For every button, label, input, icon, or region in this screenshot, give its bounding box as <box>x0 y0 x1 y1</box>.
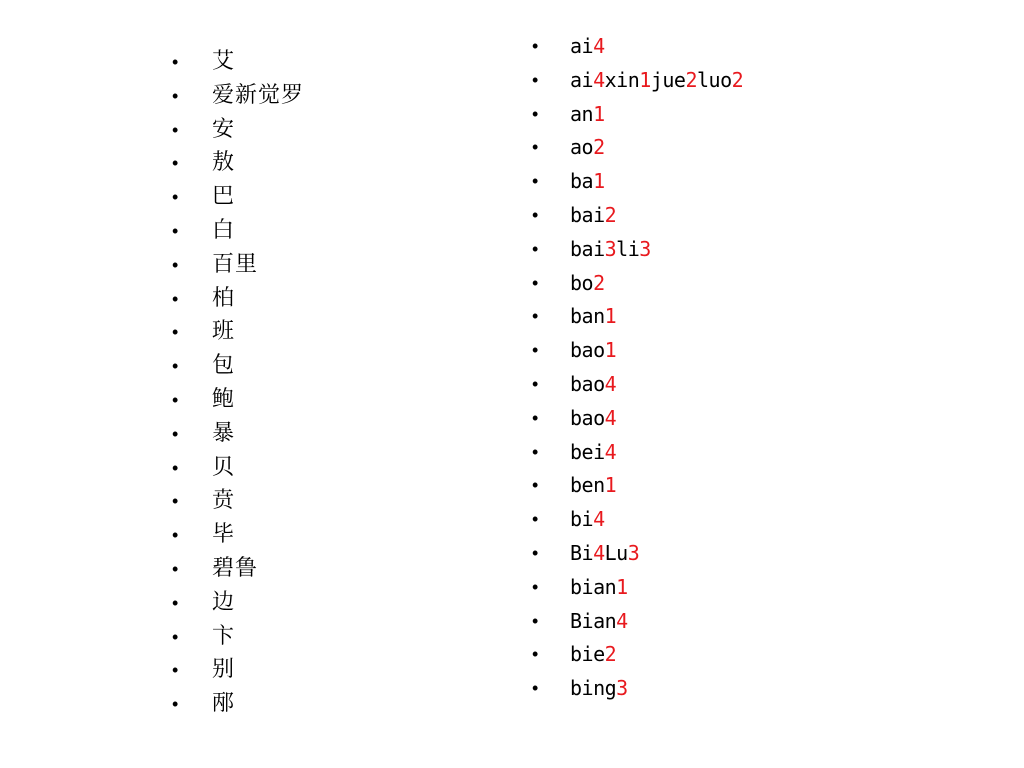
pinyin-syllable: ben <box>570 473 605 498</box>
bullet-icon: • <box>172 457 179 478</box>
pinyin-text <box>570 640 616 668</box>
pinyin-text <box>570 471 616 499</box>
pinyin-text <box>570 66 743 94</box>
tone-number: 2 <box>604 202 617 227</box>
pinyin-syllable: li <box>616 236 640 261</box>
surname-text: 碧鲁 <box>212 555 259 581</box>
pinyin-syllable: bai <box>570 202 605 227</box>
bullet-icon: • <box>172 52 179 72</box>
bullet-icon: • <box>532 238 539 259</box>
pinyin-text <box>570 674 628 702</box>
surname-text: 邴 <box>212 691 236 717</box>
tone-number: 4 <box>593 34 605 58</box>
bullet-icon: • <box>532 509 539 530</box>
bullet-icon: • <box>172 592 179 613</box>
bullet-icon: • <box>172 356 179 377</box>
pinyin-syllable: ao <box>570 135 594 160</box>
tone-number: 1 <box>604 304 617 329</box>
pinyin-syllable: bing <box>570 676 617 701</box>
pinyin-text <box>570 201 616 229</box>
pinyin-text <box>570 269 605 297</box>
pinyin-syllable: bai <box>570 236 605 261</box>
bullet-icon: • <box>172 626 179 647</box>
bullet-icon: • <box>172 119 179 140</box>
tone-number: 1 <box>593 101 605 126</box>
bullet-icon: • <box>172 389 179 410</box>
surname-text: 敖 <box>212 150 236 176</box>
tone-number: 4 <box>616 608 628 633</box>
surname-text: 鲍 <box>212 386 236 412</box>
pinyin-text <box>570 167 605 195</box>
tone-number: 4 <box>593 540 605 565</box>
bullet-icon: • <box>172 153 179 174</box>
surname-text: 包 <box>212 353 236 379</box>
pinyin-syllable: jue <box>650 67 686 92</box>
tone-number: 3 <box>604 236 617 261</box>
pinyin-text <box>570 32 605 60</box>
pinyin-text <box>570 336 616 364</box>
pinyin-text <box>570 404 616 432</box>
bullet-icon: • <box>532 441 539 462</box>
bullet-icon: • <box>532 171 539 192</box>
surname-text: 边 <box>212 589 236 615</box>
bullet-icon: • <box>532 36 539 56</box>
tone-number: 4 <box>604 405 617 430</box>
tone-number: 1 <box>604 473 617 498</box>
pinyin-syllable: Lu <box>604 540 628 565</box>
pinyin-syllable: ai <box>570 34 594 58</box>
bullet-icon: • <box>532 306 539 327</box>
surname-text: 安 <box>212 116 236 142</box>
pinyin-text <box>570 133 605 161</box>
surname-text: 别 <box>212 657 236 683</box>
surname-text: 班 <box>212 319 236 345</box>
bullet-icon: • <box>532 340 539 361</box>
pinyin-syllable: Bian <box>570 608 617 633</box>
tone-number: 2 <box>593 135 605 160</box>
tone-number: 2 <box>593 270 605 295</box>
tone-number: 1 <box>604 338 617 363</box>
bullet-icon: • <box>532 204 539 225</box>
bullet-icon: • <box>172 525 179 546</box>
pinyin-syllable: bi <box>570 507 594 532</box>
tone-number: 4 <box>593 67 605 92</box>
bullet-icon: • <box>172 85 179 106</box>
bullet-icon: • <box>532 137 539 158</box>
bullet-icon: • <box>532 610 539 631</box>
pinyin-syllable: ba <box>570 169 594 194</box>
tone-number: 4 <box>593 507 605 532</box>
tone-number: 3 <box>627 540 640 565</box>
tone-number: 1 <box>593 169 605 194</box>
surname-text: 白 <box>212 217 236 243</box>
pinyin-syllable: an <box>570 101 594 126</box>
pinyin-text <box>570 607 628 635</box>
pinyin-syllable: bo <box>570 270 594 295</box>
pinyin-text <box>570 573 628 601</box>
bullet-icon: • <box>532 542 539 563</box>
pinyin-text <box>570 370 616 398</box>
bullet-icon: • <box>172 660 179 681</box>
surname-text: 卞 <box>212 623 236 649</box>
tone-number: 3 <box>616 676 628 701</box>
bullet-icon: • <box>532 576 539 597</box>
pinyin-text <box>570 100 605 128</box>
surname-text: 毕 <box>212 522 236 548</box>
pinyin-syllable: Bi <box>570 540 594 565</box>
pinyin-syllable: bao <box>570 371 605 396</box>
bullet-icon: • <box>532 272 539 293</box>
bullet-icon: • <box>532 373 539 394</box>
bullet-icon: • <box>532 407 539 428</box>
pinyin-syllable: bie <box>570 642 605 667</box>
pinyin-syllable: bian <box>570 574 617 599</box>
bullet-icon: • <box>172 558 179 579</box>
bullet-icon: • <box>532 475 539 496</box>
bullet-icon: • <box>172 423 179 444</box>
pinyin-syllable: xin <box>604 67 640 92</box>
tone-number: 3 <box>639 236 651 261</box>
surname-text: 艾 <box>212 49 236 74</box>
pinyin-syllable: bei <box>570 439 605 464</box>
tone-number: 2 <box>604 642 617 667</box>
pinyin-syllable: luo <box>696 67 732 92</box>
pinyin-syllable: ban <box>570 304 605 329</box>
surname-text: 巴 <box>212 184 236 210</box>
pinyin-syllable: bao <box>570 338 605 363</box>
bullet-icon: • <box>532 69 539 90</box>
bullet-icon: • <box>532 678 539 699</box>
tone-number: 2 <box>685 67 697 92</box>
tone-number: 4 <box>604 439 617 464</box>
surname-text: 暴 <box>212 420 236 446</box>
tone-number: 1 <box>616 574 628 599</box>
bullet-icon: • <box>172 694 179 715</box>
bullet-icon: • <box>172 254 179 275</box>
surname-text: 贝 <box>212 454 236 480</box>
bullet-icon: • <box>532 644 539 665</box>
surname-text: 柏 <box>212 285 236 311</box>
bullet-icon: • <box>172 220 179 241</box>
tone-number: 4 <box>604 371 617 396</box>
bullet-icon: • <box>172 187 179 208</box>
pinyin-text <box>570 539 639 567</box>
surname-text: 贲 <box>212 488 236 514</box>
bullet-icon: • <box>172 491 179 512</box>
pinyin-text <box>570 505 605 533</box>
bullet-icon: • <box>532 103 539 124</box>
tone-number: 2 <box>731 67 744 92</box>
pinyin-syllable: ai <box>570 67 594 92</box>
bullet-icon: • <box>172 322 179 343</box>
pinyin-syllable: bao <box>570 405 605 430</box>
pinyin-text <box>570 302 616 330</box>
tone-number: 1 <box>639 67 651 92</box>
surname-text: 爱新觉罗 <box>212 82 305 108</box>
bullet-icon: • <box>172 288 179 309</box>
surname-text: 百里 <box>212 251 259 277</box>
pinyin-text <box>570 438 616 466</box>
pinyin-text <box>570 235 651 263</box>
